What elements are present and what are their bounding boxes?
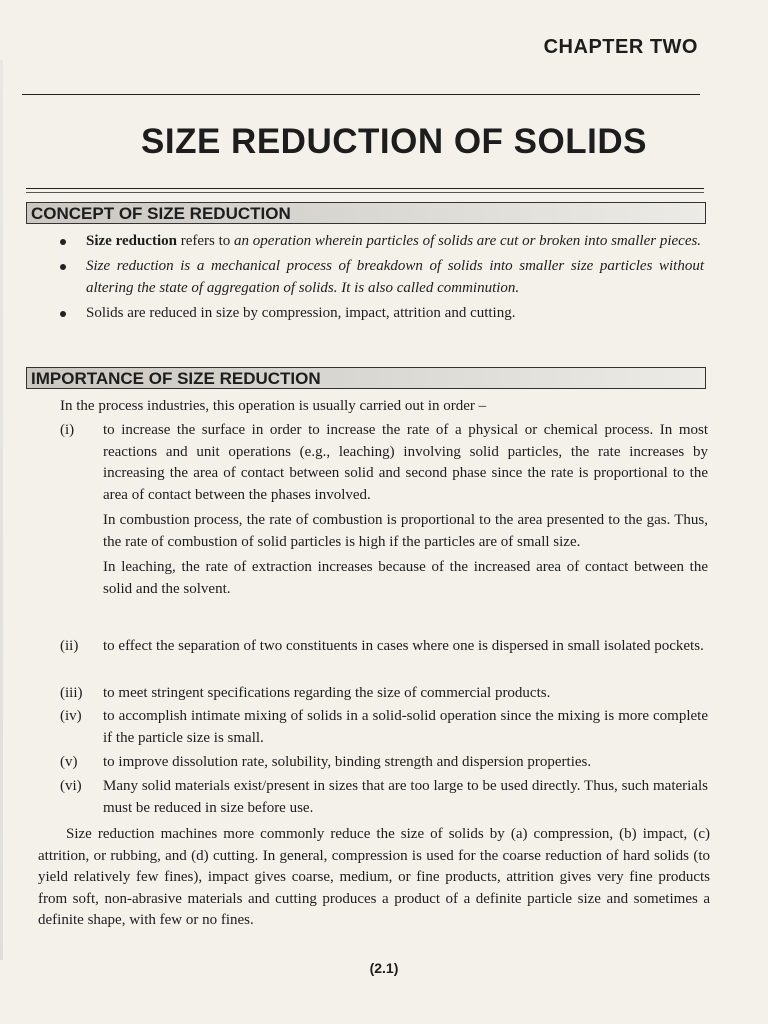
item-para-leaching: In leaching, the rate of extraction increases because of the increased area of contact between the solid and the solvent. xyxy=(103,559,708,597)
page-number: (2.1) xyxy=(369,960,399,976)
bullet-lead-bold: Size reduction xyxy=(86,233,177,249)
header-rule xyxy=(22,94,700,95)
title-rule xyxy=(26,188,704,189)
item-text: to accomplish intimate mixing of solids in a solid-solid operation since the mixing is more complete if the particle size is small. xyxy=(103,708,708,746)
bullet-dot xyxy=(60,311,66,317)
page-title: SIZE REDUCTION OF SOLIDS xyxy=(141,122,647,161)
list-item xyxy=(60,776,708,819)
title-rule-thin xyxy=(26,192,704,193)
item-text: to effect the separation of two constituents in cases where one is dispersed in small isolated pockets. xyxy=(103,638,704,654)
concept-bullet-list xyxy=(60,218,704,327)
list-item xyxy=(60,230,704,252)
item-para-combustion: In combustion process, the rate of combustion is proportional to the area presented to the gas. Thus, the rate of combustion of solid particles is high if the particles are of small size. xyxy=(103,512,708,550)
item-number: (iii) xyxy=(60,685,83,701)
item-text: to meet stringent specifications regarding the size of commercial products. xyxy=(103,685,551,701)
item-number: (ii) xyxy=(60,638,79,654)
item-text: Many solid materials exist/present in sizes that are too large to be used directly. Thus, such materials must be reduced in size before use. xyxy=(103,778,708,816)
bullet-italic-text: Size reduction is a mechanical process of breakdown of solids into smaller size particles without altering the state of aggregation of solids. It is also called comminution. xyxy=(86,258,704,296)
list-item xyxy=(60,636,708,658)
bullet-dot xyxy=(60,239,66,245)
list-item xyxy=(60,683,708,705)
list-item xyxy=(60,302,704,324)
closing-paragraph: Size reduction machines more commonly reduce the size of solids by (a) compression, (b) impact, (c) attrition, or rubbing, and (d) cutting. In general, compression is used for the coarse reduction of hard solids (to yield relatively few fines), impact gives coarse, medium, or fine products, attrition gives very fine products from soft, non-abrasive materials and cutting produces a product of a definite particle size and sometimes a definite shape, with few or no fines. xyxy=(38,826,710,928)
importance-intro: In the process industries, this operation is usually carried out in order – xyxy=(60,398,487,414)
bullet-plain-text: Solids are reduced in size by compression, impact, attrition and cutting. xyxy=(86,305,516,321)
item-text: to increase the surface in order to increase the rate of a physical or chemical process. In most reactions and unit operations (e.g., leaching) involving solid particles, the rate increases by increasing the area of contact between solid and second phase since the rate is proportional to the area of contact between the phases involved. xyxy=(103,422,708,503)
item-number: (i) xyxy=(60,422,75,438)
list-item xyxy=(60,752,708,774)
section-heading-importance: IMPORTANCE OF SIZE REDUCTION xyxy=(26,367,706,389)
bullet-lead-plain: refers to xyxy=(176,233,235,249)
list-item xyxy=(60,706,708,749)
bullet-dot xyxy=(60,264,66,270)
item-number: (iv) xyxy=(60,708,82,724)
chapter-label: CHAPTER TWO xyxy=(543,36,698,58)
list-item xyxy=(60,255,704,299)
bullet-rest-italic: an operation wherein particles of solids are cut or broken into smaller pieces. xyxy=(234,233,702,249)
item-number: (v) xyxy=(60,754,78,770)
scan-edge-shadow xyxy=(0,60,3,960)
item-number: (vi) xyxy=(60,778,82,794)
section-heading-concept: CONCEPT OF SIZE REDUCTION xyxy=(26,202,706,224)
list-item xyxy=(60,420,708,600)
item-text: to improve dissolution rate, solubility, binding strength and dispersion properties. xyxy=(103,754,592,770)
